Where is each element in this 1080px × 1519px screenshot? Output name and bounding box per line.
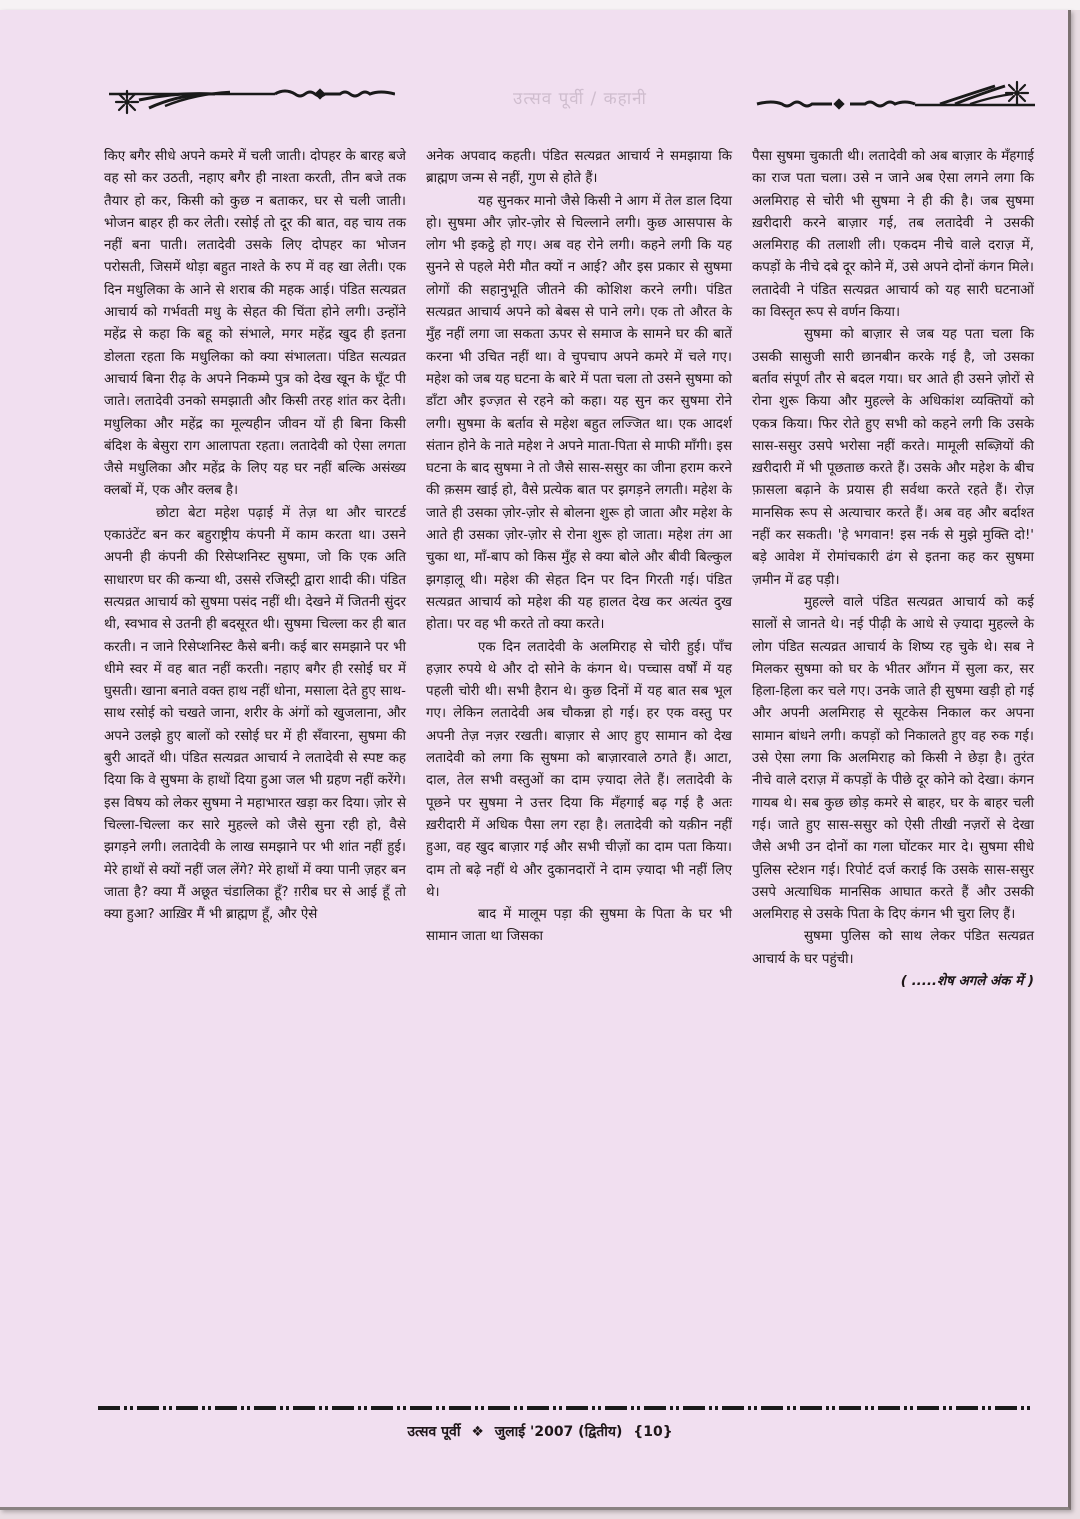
magazine-name: उत्सव पूर्वी bbox=[407, 1424, 461, 1440]
paragraph: सुषमा को बाज़ार से जब यह पता चला कि उसकी सासुजी सारी छानबीन करके गई है, जो उसका बर्ताव संपूर्ण तौर से बदल गया। घर आते ही उसने ज़ोरों से रोना शुरू किया और मुहल्ले के अधिकांश व्यक्तियों को एकत्र किया। फिर रोते हुए सभी को कहने लगी कि उसके सास-ससुर उसपे भरोसा नहीं करते। मामूली सब्ज़ियों की ख़रीदारी में भी पूछताछ करते हैं। उसके और महेश के बीच फ़ासला बढ़ाने के प्रयास ही सर्वथा करते रहते हैं। रोज़ मानसिक रूप से अत्याचार करते हैं। अब वह और बर्दाश्त नहीं कर सकती। 'हे भगवान! इस नर्क से मुझे मुक्ति दो!' बड़े आवेश में रोमांचकारी ढंग से इतना कह कर सुषमा ज़मीन में ढह पड़ी। bbox=[752, 327, 1034, 588]
floral-ornament-left-icon bbox=[105, 80, 395, 118]
page-footer bbox=[0, 1422, 1080, 1441]
bleed-through-header: उत्सव पूर्वी / कहानी bbox=[513, 89, 647, 109]
paragraph: छोटा बेटा महेश पढ़ाई में तेज़ था और चारटर्ड एकाउंटेंट बन कर बहुराष्ट्रीय कंपनी में काम करता था। उसने अपनी ही कंपनी की रिसेप्शनिस्ट सुषमा, जो कि एक अति साधारण घर की कन्या थी, उससे रजिस्ट्री द्वारा शादी की। पंडित सत्यव्रत आचार्य को सुषमा पसंद नहीं थी। देखने में जितनी सुंदर थी, स्वभाव से उतनी ही बदसूरत थी। सुषमा चिल्ला कर ही बात करती। न जाने रिसेप्शनिस्ट कैसे बनी। कई बार समझाने पर भी धीमे स्वर में वह बात नहीं करती। नहाए बगैर ही रसोई घर में घुसती। खाना बनाते वक्त हाथ नहीं धोना, मसाला देते हुए साथ-साथ रसोई को चखते जाना, शरीर के अंगों को खुजलाना, और अपने उलझे हुए बालों को रसोई घर में ही सँवारना, सुषमा की बुरी आदतें थी। पंडित सत्यव्रत आचार्य ने लतादेवी से स्पष्ट कह दिया कि वे सुषमा के हाथों दिया हुआ जल भी ग्रहण नहीं करेंगे। इस विषय को लेकर सुषमा ने महाभारत खड़ा कर दिया। ज़ोर से चिल्ला-चिल्ला कर सारे मुहल्ले को जैसे सुना रही हो, वैसे झगड़ने लगी। लतादेवी के लाख समझाने पर भी शांत नहीं हुई। मेरे हाथों से क्यों नहीं जल लेंगे? मेरे हाथों में क्या पानी ज़हर बन जाता है? क्या मैं अछूत चंडालिका हूँ? ग़रीब घर से आई हूँ तो क्या हुआ? आख़िर मैं भी ब्राह्मण हूँ, और ऐसे bbox=[104, 505, 406, 923]
article-column-2 bbox=[426, 146, 732, 949]
paragraph: सुषमा पुलिस को साथ लेकर पंडित सत्यव्रत आचार्य के घर पहुंची। bbox=[752, 929, 1034, 967]
paragraph: किए बगैर सीधे अपने कमरे में चली जाती। दोपहर के बारह बजे वह सो कर उठती, नहाए बगैर ही नाश्ता करती, तीन बजे तक तैयार हो कर, किसी को कुछ न बताकर, घर से चली जाती। भोजन बाहर ही कर लेती। रसोई तो दूर की बात, वह चाय तक नहीं बना पाती। लतादेवी उसके लिए दोपहर का भोजन परोसती, जिसमें थोड़ा बहुत नाश्ते के रुप में वह खा लेती। एक दिन मधुलिका के आने से शराब की महक आई। पंडित सत्यव्रत आचार्य को गर्भवती मधु के सेहत की चिंता होने लगी। उन्होंने महेंद्र से कहा कि बहू को संभाले, मगर महेंद्र खुद ही इतना डोलता रहता कि मधुलिका को क्या संभालता। पंडित सत्यव्रत आचार्य बिना रीढ़ के अपने निकम्मे पुत्र को देख खून के घूँट पी जाते। लतादेवी उनको समझाती और किसी तरह शांत कर देती। मधुलिका और महेंद्र का मूल्यहीन जीवन यों ही बिना किसी बंदिश के बेसुरा राग आलापता रहता। लतादेवी को ऐसा लगता जैसे मधुलिका और महेंद्र के लिए यह घर नहीं बल्कि असंख्य क्लबों में, एक और क्लब है। bbox=[104, 149, 406, 499]
paragraph: यह सुनकर मानो जैसे किसी ने आग में तेल डाल दिया हो। सुषमा और ज़ोर-ज़ोर से चिल्लाने लगी। कुछ आसपास के लोग भी इकट्ठे हो गए। अब वह रोने लगी। कहने लगी कि यह सुनने से पहले मेरी मौत क्यों न आई? और इस प्रकार से सुषमा लोगों की सहानुभूति जीतने की कोशिश करने लगी। पंडित सत्यव्रत आचार्य अपने को बेबस से पाने लगे। एक तो औरत के मुँह नहीं लगा जा सकता ऊपर से समाज के सामने घर की बातें करना भी उचित नहीं था। वे चुपचाप अपने कमरे में चले गए। महेश को जब यह घटना के बारे में पता चला तो उसने सुषमा को डाँटा और इज्ज़त से रहने को कहा। यह सुन कर सुषमा रोने लगी। सुषमा के बर्ताव से महेश बहुत लज्जित था। एक आदर्श संतान होने के नाते महेश ने अपने माता-पिता से माफी माँगी। इस घटना के बाद सुषमा ने तो जैसे सास-ससुर का जीना हराम करने की क़सम खाई हो, वैसे प्रत्येक बात पर झगड़ने लगती। महेश के जाते ही उसका ज़ोर-ज़ोर से बोलना शुरू हो जाता और महेश के आते ही उसका ज़ोर-ज़ोर से रोना शुरू हो जाता। महेश तंग आ चुका था, माँ-बाप को किस मुँह से क्या बोले और बीवी बिल्कुल झगड़ालू थी। महेश की सेहत दिन पर दिन गिरती गई। पंडित सत्यव्रत आचार्य को महेश की यह हालत देख कर अत्यंत दुख होता। पर वह भी करते तो क्या करते। bbox=[426, 193, 732, 633]
paragraph: एक दिन लतादेवी के अलमिराह से चोरी हुई। पाँच हज़ार रुपये थे और दो सोने के कंगन थे। पच्चास वर्षों में यह पहली चोरी थी। सभी हैरान थे। कुछ दिनों में यह बात सब भूल गए। लेकिन लतादेवी अब चौकन्ना हो गई। हर एक वस्तु पर अपनी तेज़ नज़र रखती। बाज़ार से आए हुए सामान को देख लतादेवी को लगा कि सुषमा को बाज़ारवाले ठगते हैं। आटा, दाल, तेल सभी वस्तुओं का दाम ज़्यादा लेते हैं। लतादेवी के पूछने पर सुषमा ने उत्तर दिया कि मँहगाई बढ़ गई है अतः ख़रीदारी में अधिक पैसा लग रहा है। लतादेवी को यक़ीन नहीं हुआ, वह खुद बाज़ार गई और सभी चीज़ों का दाम पता किया। दाम तो बढ़े नहीं थे और दुकानदारों ने दाम ज़्यादा भी नहीं लिए थे। bbox=[426, 639, 732, 900]
scan-top-strip bbox=[0, 0, 1080, 10]
paragraph: अनेक अपवाद कहती। पंडित सत्यव्रत आचार्य ने समझाया कि ब्राह्मण जन्म से नहीं, गुण से होते हैं। bbox=[426, 149, 732, 187]
page-number: {10} bbox=[633, 1424, 673, 1440]
paragraph: बाद में मालूम पड़ा की सुषमा के पिता के घर भी सामान जाता था जिसका bbox=[426, 907, 732, 945]
dash-dot-divider bbox=[98, 1405, 1033, 1411]
floral-ornament-right-icon bbox=[755, 80, 1040, 118]
paragraph: मुहल्ले वाले पंडित सत्यव्रत आचार्य को कई सालों से जानते थे। नई पीढ़ी के आधे से ज़्यादा मुहल्ले के लोग पंडित सत्यव्रत आचार्य के शिष्य रह चुके थे। सब ने मिलकर सुषमा को घर के भीतर आँगन में सुला कर, सर हिला-हिला कर चले गए। उनके जाते ही सुषमा खड़ी हो गई और अपनी अलमिराह से सूटकेस निकाल कर अपना सामान बांधने लगी। कपड़ों को निकालते हुए वह रुक गई। उसे ऐसा लगा कि अलमिराह को किसी ने छेड़ा है। तुरंत नीचे वाले दराज़ में कपड़ों के पीछे दूर कोने को देखा। कंगन गायब थे। सब कुछ छोड़ कमरे से बाहर, घर के बाहर चली गई। जाते हुए सास-ससुर को ऐसी तीखी नज़रों से देखा जैसे अभी उन दोनों का गला घोंटकर मार दे। सुषमा सीधे पुलिस स्टेशन गई। रिपोर्ट दर्ज कराई कि उसके सास-ससुर उसपे अत्याधिक मानसिक आघात करते हैं और उसकी अलमिराह से उसके पिता के दिए कंगन भी चुरा लिए हैं। bbox=[752, 594, 1034, 923]
issue-date: जुलाई '2007 (द्वितीय) bbox=[494, 1424, 623, 1440]
article-column-3 bbox=[752, 146, 1034, 993]
article-column-1 bbox=[104, 146, 406, 926]
continued-note: ( .....शेष अगले अंक में ) bbox=[900, 973, 1034, 989]
diamond-separator-icon: ❖ bbox=[471, 1424, 484, 1440]
paragraph: पैसा सुषमा चुकाती थी। लतादेवी को अब बाज़ार के मँहगाई का राज पता चला। उसे न जाने अब ऐसा लगने लगा कि अलमिराह से चोरी भी सुषमा ने ही की है। जब सुषमा ख़रीदारी करने बाज़ार गई, तब लतादेवी ने उसकी अलमिराह की तलाशी ली। एकदम नीचे वाले दराज़ में, कपड़ों के नीचे दबे दूर कोने में, उसे अपने दोनों कंगन मिले। लतादेवी ने पंडित सत्यव्रत आचार्य को यह सारी घटनाओं का विस्तृत रूप से वर्णन किया। bbox=[752, 149, 1034, 321]
